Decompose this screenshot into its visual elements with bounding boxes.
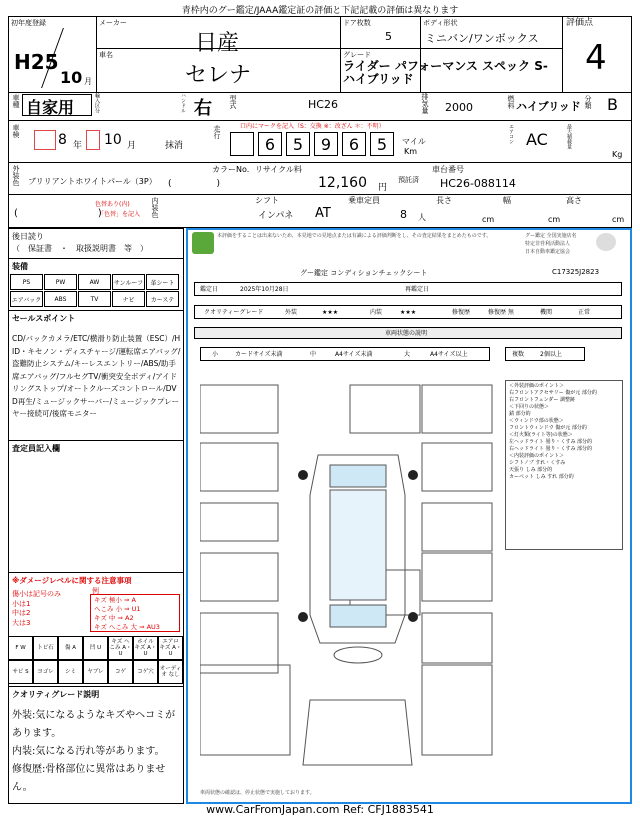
damage-example: キズ 極小 ⇒ A (94, 596, 136, 604)
recycle-unit: 円 (378, 183, 388, 193)
class-value: B (607, 95, 618, 114)
sheet-header-right: グー鑑定 全国実施店名 (525, 233, 577, 239)
sheet-repair-label: 修復歴 (452, 309, 471, 316)
code-cell: 凹 U (83, 636, 108, 660)
sheet-note: シフトノブ すれ・くすみ (509, 460, 566, 466)
car-name-label: 車名 (99, 51, 113, 59)
inspection-month: 8 (58, 132, 67, 148)
sales-text: CD/バックカメラ/ETC/横滑り防止装置（ESC）/HID・キセノン・ディスチャージ/運転席エアバッグ/盗難防止システム/キーレスエントリー/ABS/助手席エアバッグ/フルセグTV/衝突安全ボディ/アイドリングストップ/オートクルーズコントロール/DVD再生/ミュージックサーバー/ミュージックプレーヤー接続可/後席モニター (12, 334, 181, 418)
code-cell: キズ へこみ A・U (108, 636, 133, 660)
code-cell: F W (8, 636, 33, 660)
ac-label: エアコン (508, 124, 514, 144)
mileage-digit: 6 (258, 132, 282, 156)
docs-title: 後日読り (12, 232, 44, 241)
equip-item: エアバック (10, 291, 43, 307)
fuel-label: 燃料 (507, 95, 515, 109)
damage-title: ※ダメージレベルに関する注意事項 (12, 576, 132, 585)
damage-example: キズ へこみ 大 ⇒ AU3 (94, 623, 160, 631)
inspection-status: 抹消 (165, 141, 184, 151)
damage-line: 傷小は記号のみ (12, 590, 61, 598)
sheet-exterior-stars: ★★★ (322, 309, 339, 316)
height-label: 高さ (566, 196, 582, 205)
maker-label: メーカー (99, 19, 127, 27)
sheet-exterior-label: 外装 (285, 309, 298, 316)
damage-line: 大は3 (12, 618, 31, 627)
height-unit: cm (612, 215, 625, 224)
exterior-value: ブリリアントホワイトパール（3P） (28, 177, 157, 186)
width-label: 幅 (503, 196, 511, 205)
mileage-digit (230, 132, 254, 156)
load-label: 最大積載量 (566, 124, 572, 149)
code-table (8, 636, 184, 684)
handle-label: ハンドル (180, 93, 186, 113)
header-note: 青枠内のグー鑑定/JAAA鑑定証の評価と下記記載の評価は異なります (181, 6, 459, 16)
car-name-value: セレナ (185, 63, 252, 88)
shift-type: AT (315, 206, 331, 221)
goo-logo (192, 232, 214, 254)
shift-label: シフト (255, 196, 279, 205)
displacement-value: 2000 (445, 101, 473, 114)
inspection-month-unit: 月 (127, 141, 137, 151)
sheet-code: C17325J2823 (552, 268, 600, 276)
chassis-value: HC26-088114 (440, 177, 516, 190)
damage-examples (94, 596, 160, 632)
sheet-note: ＜灯火類(ライト等)の状態＞ (509, 432, 573, 438)
sheet-header-left: 本評価をすることは出来ないため、本見地での見地点または有識による評価判断をし、その査定結果をまとめたものです。 (217, 233, 492, 239)
ac-value: AC (526, 130, 548, 149)
date-value: 2025年10月28日 (240, 286, 289, 293)
recycle-label: リサイクル料 (255, 165, 302, 174)
size-many: 複数 (512, 351, 525, 358)
length-label: 長さ (436, 196, 452, 205)
sheet-note: ＜下回りの状態＞ (509, 404, 550, 410)
damage-line: 小は1 (12, 599, 31, 608)
equip-item: ABS (44, 291, 77, 307)
code-cell: ヨゴレ (33, 660, 58, 684)
code-cell: シミ (58, 660, 83, 684)
code-cell: エアロ キズ A・U (158, 636, 183, 660)
equip-item: ナビ (112, 291, 145, 307)
first-reg-label: 初年度登録 (11, 19, 46, 27)
mileage-digit: 5 (370, 132, 394, 156)
code-cell: オーディオ なし (158, 660, 183, 684)
grade-label: グレード (343, 51, 371, 59)
vehicle-type-label: 車種 (12, 94, 20, 108)
color-change-note1: 色替あり(内) (95, 201, 130, 208)
size-many-desc: 2個以上 (540, 351, 562, 358)
grade-value: ライダー パフォーマンス スペック S-ハイブリッド (343, 59, 548, 86)
vehicle-type-value: 自家用 (26, 98, 75, 117)
exterior-label: 外装色 (12, 165, 20, 186)
fuel-value: ハイブリッド (516, 100, 581, 113)
shift-value: インパネ (258, 211, 294, 221)
sheet-note: カーペット しみ すれ 部分的 (509, 474, 574, 480)
sheet-note: 右フロントフェンダー 調整跡 (509, 397, 575, 403)
sheet-note: 錆 部分的 (509, 411, 531, 417)
sheet-title: グー鑑定 コンディションチェックシート (300, 269, 428, 277)
size-mid-desc: A4サイズ未満 (335, 351, 373, 358)
damage-lines (12, 590, 61, 628)
code-cell: 傷 A (58, 636, 83, 660)
first-reg-month-unit: 月 (84, 77, 92, 86)
mileage-digit: 6 (342, 132, 366, 156)
chassis-label: 車台番号 (432, 165, 464, 174)
quality-line: 外装:気になるようなキズやヘコミがあります。 (12, 710, 176, 739)
sheet-engine-value: 正常 (578, 309, 591, 316)
import-label: 輸入区分 (94, 93, 100, 113)
quality-lines (12, 707, 182, 797)
car-diagram (200, 365, 500, 785)
damage-line: 中は2 (12, 609, 31, 617)
mileage-mile-unit: マイル (402, 137, 426, 146)
inspection-day: 10 (104, 132, 122, 148)
body-label: ボディ形状 (423, 19, 458, 27)
score-value: 4 (585, 38, 607, 78)
capacity-value: 8 (400, 208, 407, 221)
recycle-note: 預託済 (398, 176, 419, 184)
damage-example-title: 例 (92, 587, 99, 595)
sheet-notes (509, 383, 621, 481)
load-unit: Kg (612, 150, 623, 159)
jaaa-logo (596, 233, 616, 251)
sheet-engine-label: 機関 (540, 309, 553, 316)
inspector-title: 査定員記入欄 (12, 444, 60, 453)
size-large-desc: A4サイズ以上 (430, 351, 468, 358)
sheet-repair-value: 修復歴 無 (488, 309, 514, 316)
state-title: 車両状態の説明 (385, 330, 428, 337)
first-reg-year: H25 (14, 50, 59, 74)
capacity-unit: 人 (418, 213, 426, 222)
equip-item: カーステ (146, 291, 179, 307)
code-cell: ホイル キズ A・U (133, 636, 158, 660)
date-label: 鑑定日 (200, 286, 219, 293)
equip-grid (10, 274, 182, 308)
code-cell: サビ S (8, 660, 33, 684)
model-value: HC26 (308, 98, 338, 111)
quality-title: クオリティグレード説明 (12, 690, 100, 699)
size-small: 小 (212, 351, 219, 358)
quality-line: 内装:気になる汚れ等があります。 (12, 746, 165, 757)
score-label: 評価点 (566, 18, 594, 28)
sheet-note: ＜内装評価のポイント＞ (509, 453, 565, 459)
sheet-note: 右フロントアクセサリー 傷が元 部分的 (509, 390, 597, 396)
equip-item: サンルーフ (112, 274, 145, 290)
sheet-note: 右ヘッドライト 曇り・くすみ 部分的 (509, 446, 593, 452)
redate-label: 再鑑定日 (405, 286, 430, 293)
inspection-label: 車検 (12, 124, 20, 138)
model-label: 型式 (229, 95, 237, 109)
sheet-note: フロントウィンドウ 傷が元 部分的 (509, 425, 587, 431)
class-label: 分類 (584, 95, 592, 109)
sheet-interior-stars: ★★★ (400, 309, 417, 316)
equip-item: PS (10, 274, 43, 290)
equip-item: TV (78, 291, 111, 307)
mileage-note: 口内にマークを記入（S：交換 ※：改ざん ＊：不明） (240, 123, 385, 130)
equip-item: AW (78, 274, 111, 290)
mileage-km-unit: Km (404, 147, 418, 156)
color-change-note2: 「色替」を記入 (98, 211, 141, 218)
sales-title: セールスポイント (12, 314, 76, 323)
equip-title: 装備 (12, 262, 28, 271)
sheet-interior-label: 内装 (370, 309, 383, 316)
width-unit: cm (548, 215, 561, 224)
capacity-label: 乗車定員 (348, 196, 380, 205)
docs-value: （ 保証書 ・ 取扱説明書 等 ） (12, 244, 148, 253)
quality-grade-label: クオリティーグレード (204, 309, 264, 316)
body-value: ミニバン/ワンボックス (425, 32, 539, 45)
handle-value: 右 (194, 98, 212, 119)
color-no-label: カラーNo. (212, 165, 250, 174)
mileage-digit: 9 (314, 132, 338, 156)
size-large: 大 (404, 351, 411, 358)
inspection-year-unit: 年 (73, 141, 83, 151)
sheet-note: ＜ウィンドウ部の状態＞ (509, 418, 564, 424)
doors-label: ドア枚数 (343, 19, 371, 27)
mileage-digit: 5 (286, 132, 310, 156)
recycle-value: 12,160 (318, 175, 367, 191)
equip-item: 革シート (146, 274, 179, 290)
size-small-desc: カードサイズ未満 (235, 351, 283, 358)
doors-value: 5 (385, 30, 392, 43)
code-cell: コゲ (108, 660, 133, 684)
length-unit: cm (482, 215, 495, 224)
mileage-label: 走行 (213, 125, 221, 139)
sheet-footer: 車両状態の確認は、停止状態で実施しております。 (200, 790, 315, 796)
damage-example: キズ 中 ⇒ A2 (94, 614, 134, 622)
sheet-org-line2: 日本自動車鑑定協会 (525, 249, 571, 255)
displacement-label: 排気量 (421, 93, 429, 114)
sheet-note: 左ヘッドライト 曇り・くすみ 部分的 (509, 439, 593, 445)
code-cell: コゲ穴 (133, 660, 158, 684)
sheet-note: ＜外装評価のポイント＞ (509, 383, 565, 389)
interior-label: 内装色 (151, 197, 159, 218)
first-reg-month: 10 (60, 68, 83, 87)
maker-value: 日産 (195, 31, 240, 56)
quality-line: 修復歴:骨格部位に異常はありません。 (12, 764, 166, 793)
page-footer: www.CarFromJapan.com Ref: CFJ1883541 (206, 803, 434, 816)
damage-example: へこみ 小 ⇒ U1 (94, 605, 141, 613)
sheet-org-line1: 特定非営利活動法人 (525, 241, 571, 247)
car-outline-icon (200, 365, 500, 785)
exterior-paren: ( ) (168, 179, 221, 189)
size-mid: 中 (310, 351, 317, 358)
sheet-note: 天張り しみ 部分的 (509, 467, 553, 473)
code-cell: トビ石 (33, 636, 58, 660)
equip-item: PW (44, 274, 77, 290)
code-cell: ヤブレ (83, 660, 108, 684)
